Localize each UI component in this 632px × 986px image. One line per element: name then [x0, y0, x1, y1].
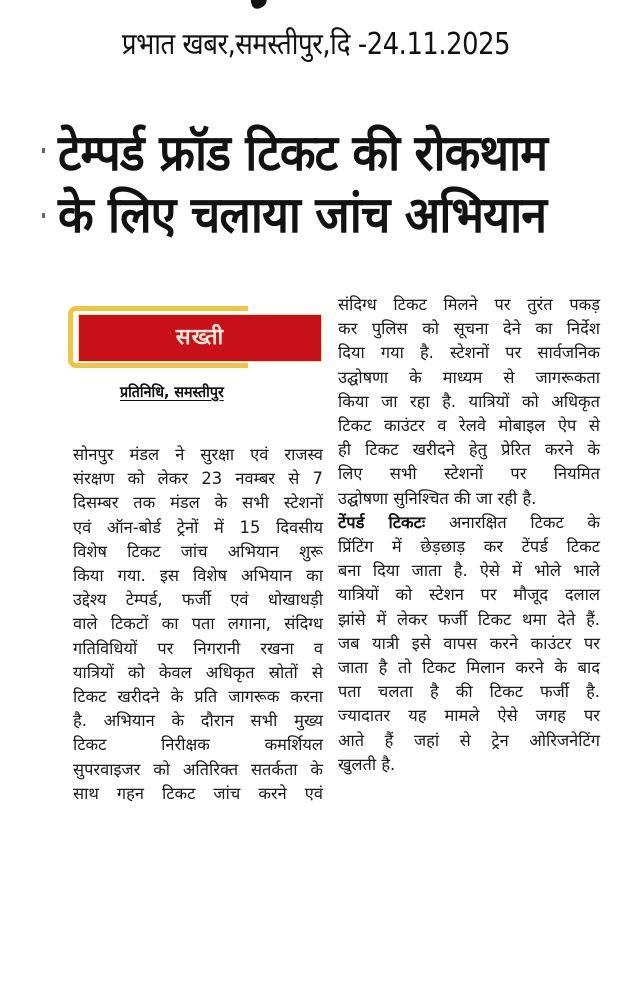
- text-line: कर पुलिस को सूचना देने का निर्देश: [338, 319, 600, 339]
- article-headline: [58, 122, 598, 246]
- text-line: यात्रियों को केवल अधिकृत स्रोतों से: [73, 662, 323, 682]
- clipped-ink-mark: [249, 0, 269, 10]
- article-column-left: [73, 443, 323, 806]
- text-line: यात्रियों को स्टेशन पर मौजूद दलाल: [338, 585, 600, 605]
- text-line: सोनपुर मंडल ने सुरक्षा एवं राजस्व: [73, 445, 323, 464]
- text-line: झांसे में लेकर फर्जी टिकट थमा देते हैं.: [338, 609, 600, 629]
- text-line: प्रिंटिंग में छेड़छाड़ कर टेंपर्ड टिकट: [338, 537, 600, 557]
- text-line: ज्यादातर यह मामले ऐसे जगह पर: [338, 706, 600, 726]
- subhead-line: [338, 511, 600, 535]
- margin-tick-mark: [42, 148, 45, 153]
- text-line: सुपरवाइजर को अतिरिक्त सतर्कता के: [73, 759, 323, 779]
- text-line: जाता है तो टिकट मिलान करने के बाद: [338, 658, 600, 678]
- text-line: उद्देश्य टेम्पर्ड, फर्जी एवं धोखाधड़ी: [73, 590, 323, 610]
- headline-line-2: के लिए चलाया जांच अभियान: [58, 186, 547, 244]
- newspaper-dateline: प्रभात खबर,समस्तीपुर,दि -24.11.2025: [121, 27, 511, 62]
- text-line: ही टिकट खरीदने हेतु प्रेरित करने के: [338, 440, 600, 460]
- text-line: बना दिया जाता है. ऐसे में भोले भाले: [338, 561, 600, 581]
- category-tag: [68, 306, 320, 366]
- text-line: उद्घोषणा सुनिश्चित की जा रही है.: [338, 488, 537, 508]
- text-line: दिया गया है. स्टेशनों पर सार्वजनिक: [338, 343, 600, 363]
- text-line: वाले टिकटों का पता लगाना, संदिग्ध: [73, 614, 323, 634]
- text-line: उद्घोषणा के माध्यम से जागरूकता: [338, 367, 600, 387]
- text-line: संरक्षण को लेकर 23 नवम्बर से 7: [73, 469, 323, 489]
- text-line: है. अभियान के दौरान सभी मुख्य: [73, 711, 323, 731]
- text-line: खुलती है.: [338, 754, 396, 774]
- text-line: जब यात्री इसे वापस करने काउंटर पर: [338, 633, 600, 653]
- text-line: पता चलता है की टिकट फर्जी है.: [338, 682, 600, 702]
- text-line: दिसम्बर तक मंडल के सभी स्टेशनों: [73, 493, 323, 513]
- text-line: गतिविधियों पर निगरानी रखना व: [73, 638, 323, 658]
- text-line: टिकट निरीक्षक कमर्शियल: [73, 735, 323, 755]
- text-line: टिकट खरीदने के प्रति जागरूक करना: [73, 687, 323, 707]
- text-line: विशेष टिकट जांच अभियान शुरू: [73, 541, 323, 561]
- text-line: एवं ऑन-बोर्ड ट्रेनों में 15 दिवसीय: [73, 517, 323, 537]
- text-line: साथ गहन टिकट जांच करने एवं: [73, 783, 323, 803]
- text-line: किया गया. इस विशेष अभियान का: [73, 566, 323, 586]
- margin-tick-mark: [42, 213, 45, 218]
- text-line: लिए सभी स्टेशनों पर नियमित: [338, 464, 600, 484]
- text-line: टिकट काउंटर व रेलवे मोबाइल ऐप से: [338, 416, 600, 436]
- text-line: आते हैं जहां से ट्रेन ओरिजनेटिंग: [338, 730, 600, 750]
- subhead-rest: अनारक्षित टिकट के: [448, 512, 600, 532]
- article-column-right: [338, 293, 600, 777]
- text-line: संदिग्ध टिकट मिलने पर तुरंत पकड़: [338, 295, 600, 314]
- tag-label: सख्ती: [175, 325, 225, 350]
- tag-red-box: [78, 314, 322, 362]
- headline-line-1: टेम्पर्ड फ्रॉड टिकट की रोकथाम: [58, 124, 548, 182]
- text-line: किया जा रहा है. यात्रियों को अधिकृत: [338, 391, 600, 411]
- subhead: टेंपर्ड टिकटः: [338, 512, 426, 532]
- byline: प्रतिनिधि, समस्तीपुर: [120, 383, 224, 401]
